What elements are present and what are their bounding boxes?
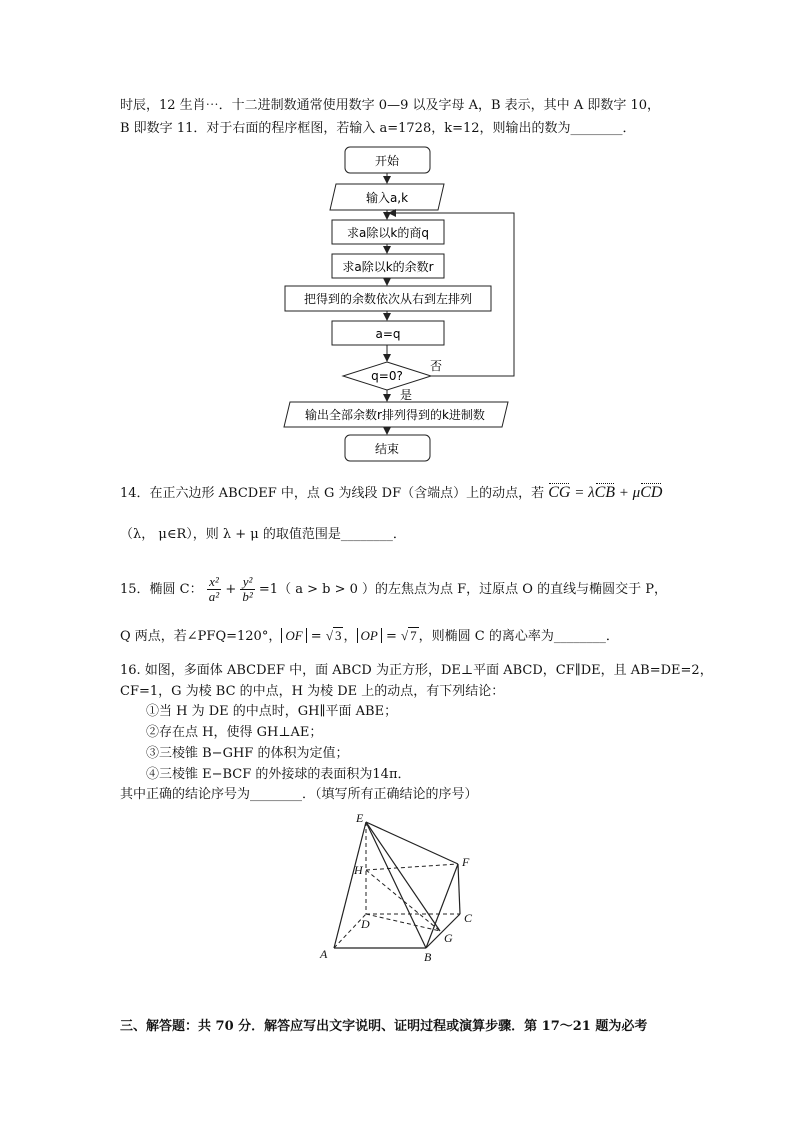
vector-cg: CG bbox=[548, 484, 571, 501]
conclusion-2: ②存在点 H，使得 GH⊥AE； bbox=[146, 725, 323, 740]
vertex-label-a: A bbox=[320, 947, 328, 961]
problem15-line1: 15．椭圆 C： $\frac{\text{x²}}{\text{a²}}$ + $\frac{\text{y²}}{\text{b²}}$ =1（ a > b > 0 ）的左焦点为点 F，过原点 O 的直线与椭圆交于 P， bbox=[120, 574, 667, 604]
problem14-line2: （λ， μ∈R），则 λ + μ 的取值范围是________． bbox=[120, 527, 406, 542]
frac-num: x² bbox=[207, 575, 221, 590]
sqrt-3: √ 3 bbox=[325, 628, 342, 643]
plus-mu: + μ bbox=[615, 485, 641, 501]
fraction-x2-a2 bbox=[207, 575, 221, 604]
problem16-line1: 16. 如图，多面体 ABCDEF 中，面 ABCD 为正方形，DE⊥平面 ABCD，CF∥DE，且 AB=DE=2， bbox=[120, 663, 713, 678]
section3-heading: 三、解答题：共 70 分．解答应写出文字说明、证明过程或演算步骤．第 17～21 题为必考 bbox=[120, 1019, 648, 1034]
flowchart-start-label: 开始 bbox=[374, 154, 400, 168]
flowchart-assign-label: a=q bbox=[375, 327, 401, 341]
flowchart-decision-label: q=0? bbox=[371, 369, 403, 383]
fraction-y2-b2 bbox=[240, 575, 254, 604]
vertex-label-d: D bbox=[361, 917, 370, 931]
vertex-label-f: F bbox=[462, 855, 470, 869]
flowchart-no-label: 否 bbox=[430, 359, 443, 373]
flowchart-remainder-label: 求a除以k的余数r bbox=[342, 260, 434, 274]
sqrt-7: √ 7 bbox=[401, 628, 417, 643]
vertex-label-g: G bbox=[444, 931, 453, 945]
problem15-prefix: 15．椭圆 C： bbox=[120, 582, 203, 597]
equals-lambda: = λ bbox=[570, 485, 595, 501]
frac-den: b² bbox=[242, 589, 253, 604]
abs-of: OF bbox=[281, 628, 306, 643]
problem16-line2: CF=1，G 为棱 BC 的中点，H 为棱 DE 上的动点，有下列结论： bbox=[120, 684, 505, 699]
flowchart-arrange-label: 把得到的余数依次从右到左排列 bbox=[303, 292, 473, 306]
vector-cb: CB bbox=[594, 484, 616, 501]
vertex-label-b: B bbox=[424, 950, 432, 964]
sqrt-3-radicand: 3 bbox=[334, 628, 342, 643]
flowchart-end-label: 结束 bbox=[374, 442, 400, 456]
vector-cd: CD bbox=[640, 484, 663, 501]
problem15-rest: =1（ a > b > 0 ）的左焦点为点 F，过原点 O 的直线与椭圆交于 P， bbox=[258, 582, 667, 597]
sqrt-7-radicand: 7 bbox=[410, 628, 417, 643]
conclusion-1: ①当 H 为 DE 的中点时，GH∥平面 ABE； bbox=[146, 704, 398, 719]
flowchart-quotient-label: 求a除以k的商q bbox=[347, 226, 429, 240]
problem16-last-line: 其中正确的结论序号为________．（填写所有正确结论的序号） bbox=[120, 787, 478, 802]
flowchart bbox=[270, 140, 530, 470]
problem15-angle: Q 两点，若∠PFQ=120°， bbox=[120, 629, 282, 644]
vertex-label-c: C bbox=[464, 911, 473, 925]
frac-num: y² bbox=[240, 575, 254, 590]
problem15-line2: Q 两点，若∠PFQ=120°， OF = √ 3 ， OP = √ 7 ，则椭圆 C 的离心率为________． bbox=[120, 628, 619, 644]
problem14-line1 bbox=[120, 484, 662, 503]
problem13-line1: 时辰，12 生肖⋯．十二进制数通常使用数字 0—9 以及字母 A，B 表示，其中 A 即数字 10， bbox=[120, 98, 661, 113]
flowchart-input-label: 输入a,k bbox=[365, 191, 409, 205]
vertex-label-h: H bbox=[354, 863, 363, 877]
abs-op: OP bbox=[357, 628, 382, 643]
conclusion-3: ③三棱锥 B−GHF 的体积为定值； bbox=[146, 746, 349, 761]
problem14-text: 14．在正六边形 ABCDEF 中，点 G 为线段 DF（含端点）上的动点，若 bbox=[120, 486, 545, 501]
problem15-tail: ，则椭圆 C 的离心率为________． bbox=[418, 629, 619, 644]
vertex-label-e: E bbox=[356, 811, 364, 825]
flowchart-yes-label: 是 bbox=[400, 388, 413, 402]
frac-den: a² bbox=[208, 589, 220, 604]
conclusion-4: ④三棱锥 E−BCF 的外接球的表面积为14π． bbox=[146, 767, 411, 782]
flowchart-output-label: 输出全部余数r排列得到的k进制数 bbox=[305, 408, 485, 422]
problem13-line2: B 即数字 11．对于右面的程序框图，若输入 a=1728，k=12，则输出的数为________． bbox=[120, 121, 636, 136]
polyhedron-figure bbox=[310, 806, 480, 966]
